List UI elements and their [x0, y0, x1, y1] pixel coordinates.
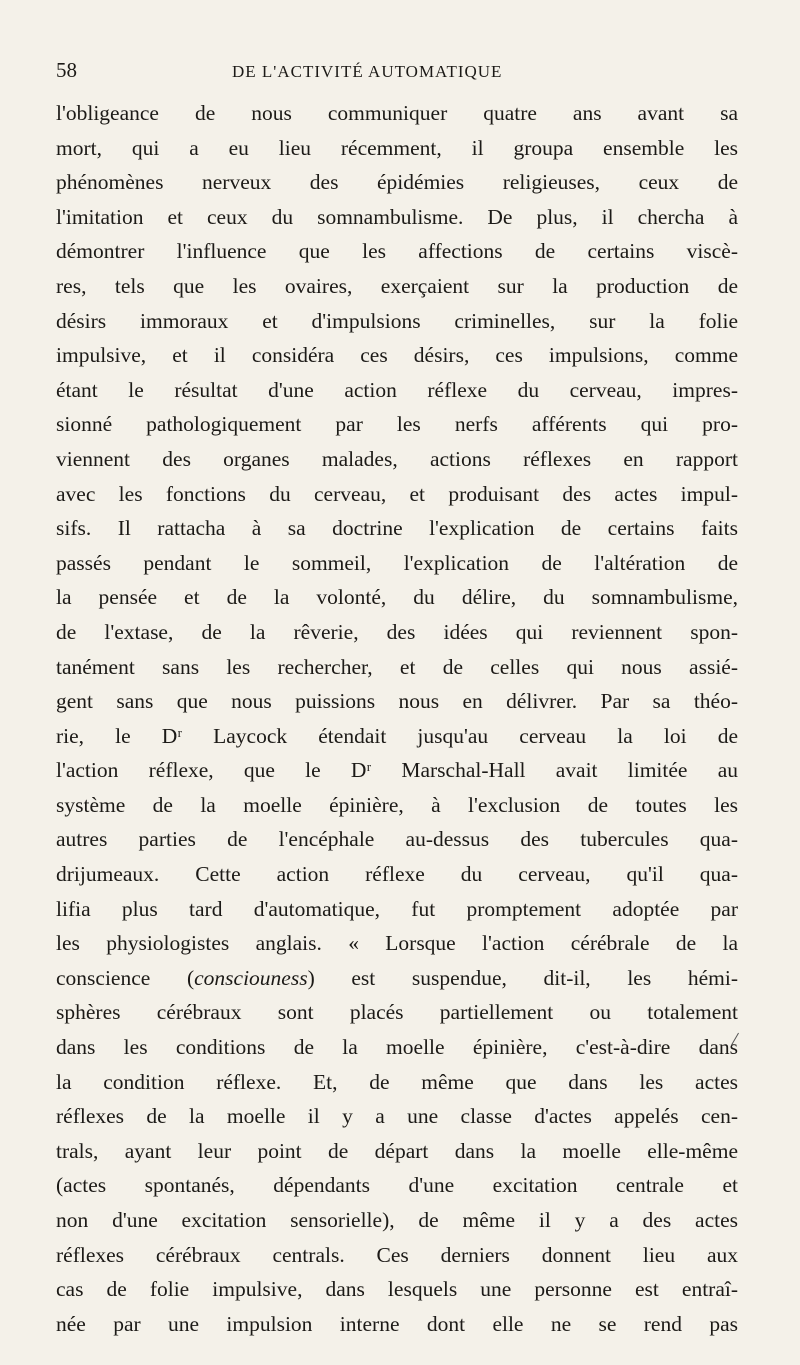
text-line: système de la moelle épinière, à l'exclusion de toutes les: [56, 792, 738, 817]
text-line: l'imitation et ceux du somnambulisme. De plus, il chercha à: [56, 204, 738, 229]
text-line: sionné pathologiquement par les nerfs afférents qui pro-: [56, 412, 738, 437]
text-line: lifia plus tard d'automatique, fut promptement adoptée par: [56, 896, 738, 921]
running-head: [56, 58, 738, 88]
text-line: les physiologistes anglais. « Lorsque l'action cérébrale de la: [56, 931, 738, 956]
text-line: avec les fonctions du cerveau, et produisant des actes impul-: [56, 481, 738, 506]
text-line: la pensée et de la volonté, du délire, du somnambulisme,: [56, 585, 738, 610]
text-line: l'action réflexe, que le Dʳ Marschal-Hall avait limitée au: [56, 758, 738, 783]
text-line: dans les conditions de la moelle épinière, c'est-à-dire dans: [56, 1035, 738, 1060]
text-line: (actes spontanés, dépendants d'une excitation centrale et: [56, 1173, 738, 1198]
text-line: née par une impulsion interne dont elle ne se rend pas: [56, 1311, 738, 1336]
text-line: res, tels que les ovaires, exerçaient sur la production de: [56, 273, 738, 298]
text-line: phénomènes nerveux des épidémies religieuses, ceux de: [56, 170, 738, 195]
text-line: démontrer l'influence que les affections de certains viscè-: [56, 239, 738, 264]
book-page: [56, 58, 738, 1341]
text-line: mort, qui a eu lieu récemment, il groupa ensemble les: [56, 135, 738, 160]
text-line: conscience (consciouness) est suspendue, dit-il, les hémi-: [56, 965, 739, 990]
text-line: trals, ayant leur point de départ dans la moelle elle-même: [56, 1138, 738, 1163]
text-line: non d'une excitation sensorielle), de même il y a des actes: [56, 1208, 738, 1232]
text-line: sphères cérébraux sont placés partiellement ou totalement: [56, 1000, 738, 1025]
body-text: [56, 96, 738, 1341]
text-line: étant le résultat d'une action réflexe du cerveau, impres-: [56, 377, 738, 402]
text-line: autres parties de l'encéphale au-dessus des tubercules qua-: [56, 827, 738, 852]
text-line: tanément sans les rechercher, et de celles qui nous assié-: [56, 654, 738, 679]
text-line: gent sans que nous puissions nous en délivrer. Par sa théo-: [56, 689, 738, 714]
text-line: l'obligeance de nous communiquer quatre ans avant sa: [56, 101, 738, 125]
text-line: la condition réflexe. Et, de même que dans les actes: [56, 1069, 738, 1094]
text-line: drijumeaux. Cette action réflexe du cerveau, qu'il qua-: [56, 862, 738, 887]
text-line: passés pendant le sommeil, l'explication de l'altération de: [56, 550, 738, 575]
text-line: réflexes de la moelle il y a une classe d'actes appelés cen-: [56, 1104, 738, 1129]
text-line: réflexes cérébraux centrals. Ces derniers donnent lieu aux: [56, 1242, 738, 1267]
text-line: sifs. Il rattacha à sa doctrine l'explication de certains faits: [56, 516, 738, 541]
text-line: désirs immoraux et d'impulsions criminelles, sur la folie: [56, 308, 738, 333]
text-line: rie, le Dʳ Laycock étendait jusqu'au cerveau la loi de: [56, 723, 738, 748]
text-line: impulsive, et il considéra ces désirs, ces impulsions, comme: [56, 343, 738, 368]
running-title: DE L'ACTIVITÉ AUTOMATIQUE: [232, 62, 503, 81]
text-line: cas de folie impulsive, dans lesquels une personne est entraî-: [56, 1277, 738, 1302]
text-line: de l'extase, de la rêverie, des idées qui reviennent spon-: [56, 619, 738, 644]
text-line: viennent des organes malades, actions réflexes en rapport: [56, 446, 738, 471]
page-number: 58: [56, 58, 77, 82]
